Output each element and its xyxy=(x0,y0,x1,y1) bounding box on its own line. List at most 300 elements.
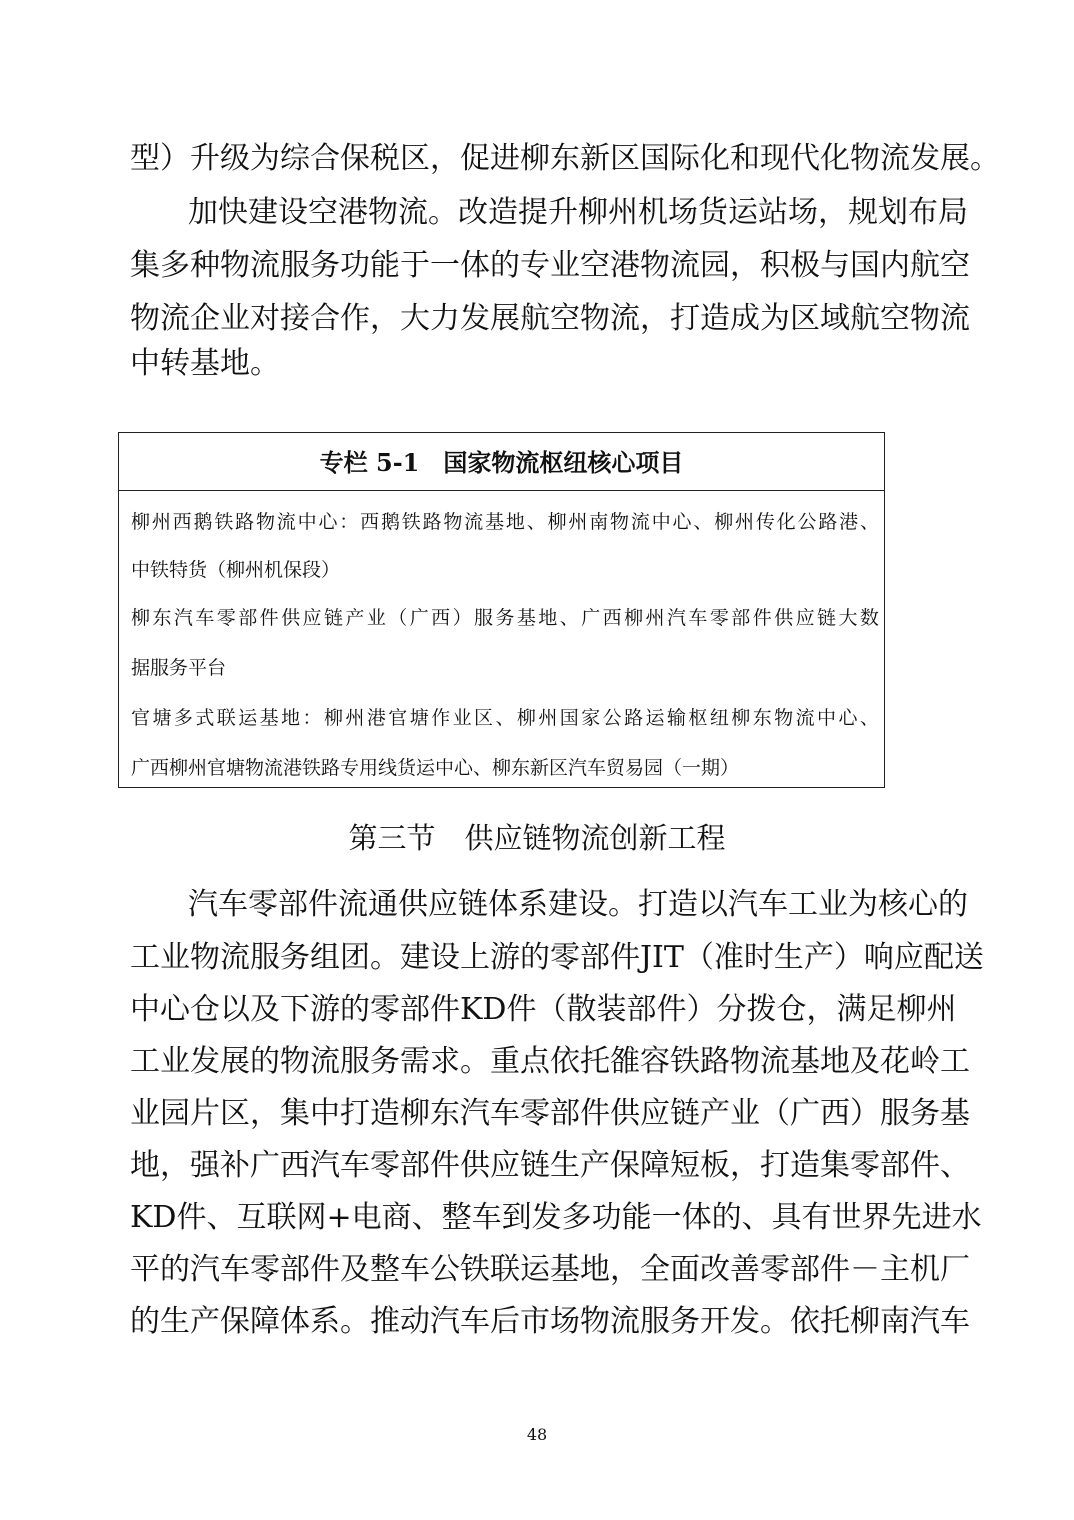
text-glyph: 车 xyxy=(940,1304,970,1339)
text-glyph: 加 xyxy=(188,195,218,230)
text-glyph: 应 xyxy=(428,887,458,922)
text-glyph: 规 xyxy=(848,195,878,230)
text-glyph: 链 xyxy=(323,607,343,629)
text-glyph: 基 xyxy=(550,1252,580,1287)
text-glyph: 业 xyxy=(818,887,848,922)
paragraph-line xyxy=(130,1304,970,1340)
text-glyph: 产 xyxy=(190,1304,220,1339)
text-glyph: 物 xyxy=(580,1304,610,1339)
text-glyph: 产 xyxy=(700,1096,730,1131)
paragraph-line xyxy=(130,992,957,1028)
text-glyph: 网 xyxy=(296,1200,327,1235)
text-glyph: 。 xyxy=(428,195,458,230)
text-glyph: 州 xyxy=(568,511,588,533)
text-glyph: 供 xyxy=(774,607,794,629)
text-glyph: 建 xyxy=(400,940,430,975)
text-glyph: 汽 xyxy=(910,1304,940,1339)
paragraph-line xyxy=(130,1044,970,1080)
text-glyph: 的 xyxy=(130,1304,160,1339)
text-glyph: 官 xyxy=(131,707,151,729)
text-glyph: KD xyxy=(130,1200,177,1235)
text-glyph: 车 xyxy=(340,1148,370,1183)
text-glyph: 运 xyxy=(238,707,258,729)
text-glyph: 设 xyxy=(430,940,460,975)
text-glyph: 大 xyxy=(400,301,430,336)
text-glyph: 功 xyxy=(591,1200,622,1235)
text-glyph: 平 xyxy=(130,1252,160,1287)
text-glyph: 枢 xyxy=(688,707,708,729)
text-glyph: 升 xyxy=(190,141,220,176)
text-glyph: 业 xyxy=(130,1096,160,1131)
text-glyph: 货 xyxy=(698,195,728,230)
text-glyph: 航 xyxy=(850,301,880,336)
text-glyph: 和 xyxy=(730,141,760,176)
text-glyph: 改 xyxy=(458,195,488,230)
text-glyph: 州 xyxy=(735,511,755,533)
text-glyph: 、 xyxy=(859,707,879,729)
text-glyph: 件 xyxy=(506,992,537,1027)
text-glyph: 区 xyxy=(474,707,494,729)
text-glyph: ） xyxy=(850,1096,880,1131)
text-glyph: 件 xyxy=(310,1252,340,1287)
text-glyph: 场 xyxy=(550,1304,580,1339)
text-glyph: 仓 xyxy=(190,992,220,1027)
text-glyph: 厂 xyxy=(940,1252,970,1287)
text-glyph: + xyxy=(326,1200,352,1235)
text-glyph: 供 xyxy=(610,1096,640,1131)
text-glyph: 务 xyxy=(310,248,340,283)
text-glyph: 零 xyxy=(850,1148,880,1183)
text-glyph: 园 xyxy=(160,1096,190,1131)
text-glyph: ） xyxy=(160,141,190,176)
text-glyph: 零 xyxy=(709,607,729,629)
text-glyph: 、 xyxy=(559,607,579,629)
text-glyph: 主 xyxy=(880,1252,910,1287)
text-glyph: 善 xyxy=(730,1252,760,1287)
text-glyph: 件 xyxy=(430,992,460,1027)
text-glyph: 车 xyxy=(688,607,708,629)
text-glyph: 心 xyxy=(160,992,190,1027)
text-glyph: 流 xyxy=(795,707,815,729)
text-glyph: （ xyxy=(536,992,567,1027)
text-glyph: 游 xyxy=(490,940,520,975)
text-glyph: 与 xyxy=(820,248,850,283)
text-glyph: 需 xyxy=(400,1044,430,1079)
text-glyph: 局 xyxy=(938,195,968,230)
text-glyph: ） xyxy=(452,607,472,629)
text-glyph: 体 xyxy=(488,887,518,922)
text-glyph: 部 xyxy=(626,992,657,1027)
text-glyph: 、 xyxy=(411,1200,442,1235)
text-glyph: 以 xyxy=(698,887,728,922)
text-glyph: JIT xyxy=(640,940,684,975)
text-glyph: 展 xyxy=(940,141,970,176)
text-glyph: 工 xyxy=(940,1044,970,1079)
text-glyph: 部 xyxy=(400,1148,430,1183)
text-glyph: 部 xyxy=(731,607,751,629)
text-glyph: 、 xyxy=(693,511,713,533)
text-glyph: 东 xyxy=(430,1096,460,1131)
text-glyph: 集 xyxy=(130,248,160,283)
text-glyph: 服 xyxy=(474,607,494,629)
text-glyph: 州 xyxy=(608,195,638,230)
text-glyph: 路 xyxy=(624,707,644,729)
text-glyph: 。 xyxy=(970,141,1000,176)
text-glyph: （ xyxy=(760,1096,790,1131)
text-glyph: 塘 xyxy=(152,707,172,729)
text-glyph: 物 xyxy=(730,1044,760,1079)
text-glyph: 仓 xyxy=(776,992,807,1027)
text-glyph: 生 xyxy=(160,1304,190,1339)
text-glyph: 生 xyxy=(550,1148,580,1183)
text-glyph: 。 xyxy=(608,887,638,922)
text-glyph: 通 xyxy=(368,887,398,922)
text-glyph: 部 xyxy=(880,1148,910,1183)
text-glyph: 车 xyxy=(400,1252,430,1287)
paragraph-line xyxy=(130,1252,970,1288)
text-glyph: 改 xyxy=(700,1252,730,1287)
text-glyph: 打 xyxy=(670,301,700,336)
text-glyph: 州 xyxy=(151,511,171,533)
text-glyph: ） xyxy=(686,992,717,1027)
text-glyph: 集 xyxy=(820,1148,850,1183)
text-glyph: 区 xyxy=(220,1096,250,1131)
text-glyph: 、 xyxy=(859,511,879,533)
text-glyph: 的 xyxy=(340,992,370,1027)
text-glyph: 汽 xyxy=(173,607,193,629)
text-glyph: 拨 xyxy=(746,992,777,1027)
text-glyph: 区 xyxy=(610,141,640,176)
text-glyph: 综 xyxy=(280,141,310,176)
text-glyph: 多 xyxy=(173,707,193,729)
text-glyph: 务 xyxy=(910,1096,940,1131)
text-glyph: 先 xyxy=(891,1200,922,1235)
text-glyph: 多 xyxy=(160,248,190,283)
text-glyph: 港 xyxy=(338,195,368,230)
text-glyph: 州 xyxy=(538,707,558,729)
text-glyph: 的 xyxy=(490,248,520,283)
text-glyph: 柳 xyxy=(131,511,151,533)
text-glyph: 零 xyxy=(370,992,400,1027)
column-box xyxy=(118,432,885,788)
text-glyph: 西 xyxy=(820,1096,850,1131)
text-glyph: 柳 xyxy=(896,992,927,1027)
text-glyph: 广 xyxy=(581,607,601,629)
text-glyph: 于 xyxy=(400,248,430,283)
text-glyph: 促 xyxy=(460,141,490,176)
text-glyph: 州 xyxy=(645,607,665,629)
text-glyph: 南 xyxy=(880,1304,910,1339)
text-glyph: 西 xyxy=(431,607,451,629)
paragraph-line xyxy=(130,1200,982,1236)
text-glyph: 划 xyxy=(878,195,908,230)
text-glyph: 物 xyxy=(850,141,880,176)
text-glyph: 电 xyxy=(351,1200,382,1235)
text-glyph: 空 xyxy=(940,248,970,283)
text-glyph: 发 xyxy=(730,1304,760,1339)
text-glyph: 式 xyxy=(195,707,215,729)
paragraph-line xyxy=(130,141,1000,177)
text-glyph: 进 xyxy=(490,141,520,176)
text-glyph: 功 xyxy=(340,248,370,283)
text-glyph: 际 xyxy=(670,141,700,176)
text-glyph: 路 xyxy=(235,511,255,533)
text-glyph: 流 xyxy=(880,141,910,176)
text-glyph: 车 xyxy=(218,887,248,922)
text-glyph: 及 xyxy=(340,1252,370,1287)
text-glyph: 基 xyxy=(259,707,279,729)
text-glyph: 国 xyxy=(640,141,670,176)
text-glyph: 求 xyxy=(430,1044,460,1079)
text-glyph: 物 xyxy=(910,301,940,336)
text-glyph: 极 xyxy=(790,248,820,283)
text-glyph: 运 xyxy=(520,1252,550,1287)
text-glyph: 进 xyxy=(921,1200,952,1235)
text-glyph: 力 xyxy=(430,301,460,336)
text-glyph: 汽 xyxy=(666,607,686,629)
text-glyph: 部 xyxy=(278,887,308,922)
text-glyph: 心 xyxy=(908,887,938,922)
text-glyph: 链 xyxy=(458,887,488,922)
text-glyph: KD xyxy=(460,992,507,1027)
text-glyph: 物 xyxy=(368,195,398,230)
text-glyph: 场 xyxy=(788,195,818,230)
text-glyph: 流 xyxy=(398,195,428,230)
text-glyph: 化 xyxy=(700,141,730,176)
text-glyph: 、 xyxy=(495,707,515,729)
text-glyph: 广 xyxy=(409,607,429,629)
text-glyph: 路 xyxy=(700,1044,730,1079)
text-glyph: 容 xyxy=(640,1044,670,1079)
paragraph-line: 中转基地。 xyxy=(130,346,280,381)
text-glyph: 国 xyxy=(850,248,880,283)
text-glyph: 件 xyxy=(820,1252,850,1287)
text-glyph: 地 xyxy=(505,511,525,533)
text-glyph: ， xyxy=(730,1148,760,1183)
text-glyph: 的 xyxy=(160,1252,190,1287)
text-glyph: 障 xyxy=(250,1304,280,1339)
text-glyph: 。 xyxy=(370,940,400,975)
text-glyph: 能 xyxy=(370,248,400,283)
text-glyph: 积 xyxy=(760,248,790,283)
text-glyph: 化 xyxy=(820,141,850,176)
text-glyph: 路 xyxy=(818,511,838,533)
text-glyph: 中 xyxy=(297,511,317,533)
text-glyph: 发 xyxy=(190,1044,220,1079)
text-glyph: 为 xyxy=(848,887,878,922)
text-glyph: 准 xyxy=(713,940,744,975)
text-glyph: 化 xyxy=(776,511,796,533)
text-glyph: 柳 xyxy=(714,511,734,533)
text-glyph: 快 xyxy=(218,195,248,230)
text-glyph: 州 xyxy=(345,707,365,729)
text-glyph: ， xyxy=(640,301,670,336)
text-glyph: ， xyxy=(818,195,848,230)
text-glyph: 满 xyxy=(836,992,867,1027)
text-glyph: 为 xyxy=(250,141,280,176)
text-glyph: 及 xyxy=(850,1044,880,1079)
text-glyph: 东 xyxy=(550,141,580,176)
text-glyph: 送 xyxy=(953,940,984,975)
text-glyph: 广 xyxy=(790,1096,820,1131)
text-glyph: 柳 xyxy=(131,607,151,629)
text-glyph: 车 xyxy=(471,1200,502,1235)
text-glyph: 联 xyxy=(490,1252,520,1287)
text-glyph: 件 xyxy=(610,940,640,975)
paragraph-line xyxy=(130,1148,970,1184)
paragraph-line xyxy=(188,195,968,231)
text-glyph: 片 xyxy=(190,1096,220,1131)
text-glyph: ， xyxy=(430,141,460,176)
text-glyph: 基 xyxy=(516,607,536,629)
text-glyph: 车 xyxy=(758,887,788,922)
text-glyph: 面 xyxy=(670,1252,700,1287)
text-glyph: 汽 xyxy=(310,1148,340,1183)
text-glyph: 区 xyxy=(790,301,820,336)
text-glyph: 商 xyxy=(381,1200,412,1235)
text-glyph: 依 xyxy=(790,1304,820,1339)
text-glyph: 件 xyxy=(259,607,279,629)
text-glyph: 产 xyxy=(580,1148,610,1183)
text-glyph: 工 xyxy=(130,940,160,975)
text-glyph: 车 xyxy=(490,1096,520,1131)
text-glyph: 件 xyxy=(752,607,772,629)
text-glyph: 业 xyxy=(550,248,580,283)
text-glyph: 空 xyxy=(880,301,910,336)
text-glyph: 强 xyxy=(190,1148,220,1183)
text-glyph: 零 xyxy=(760,1252,790,1287)
text-glyph: 域 xyxy=(820,301,850,336)
column-box-item-line xyxy=(131,509,879,535)
text-glyph: 物 xyxy=(255,511,275,533)
text-glyph: 雒 xyxy=(610,1044,640,1079)
text-glyph: 发 xyxy=(910,141,940,176)
text-glyph: 流 xyxy=(610,301,640,336)
text-glyph: 鹅 xyxy=(380,511,400,533)
text-glyph: 、 xyxy=(526,511,546,533)
text-glyph: 世 xyxy=(831,1200,862,1235)
text-glyph: 数 xyxy=(859,607,879,629)
text-glyph: 的 xyxy=(520,940,550,975)
text-glyph: 车 xyxy=(460,1304,490,1339)
text-glyph: 西 xyxy=(360,511,380,533)
text-glyph: 推 xyxy=(370,1304,400,1339)
text-glyph: 业 xyxy=(220,301,250,336)
text-glyph: 时 xyxy=(743,940,774,975)
text-glyph: 基 xyxy=(485,511,505,533)
text-glyph: 汽 xyxy=(728,887,758,922)
text-glyph: 柳 xyxy=(731,707,751,729)
text-glyph: ， xyxy=(610,1252,640,1287)
text-glyph: 具 xyxy=(771,1200,802,1235)
text-glyph: 鹅 xyxy=(193,511,213,533)
text-glyph: 地 xyxy=(281,707,301,729)
text-glyph: 流 xyxy=(276,511,296,533)
text-glyph: 塘 xyxy=(409,707,429,729)
text-glyph: 装 xyxy=(596,992,627,1027)
text-glyph: 件 xyxy=(308,887,338,922)
text-glyph: 内 xyxy=(880,248,910,283)
text-glyph: 公 xyxy=(430,1252,460,1287)
text-glyph: 、 xyxy=(206,1200,237,1235)
text-glyph: 部 xyxy=(790,1252,820,1287)
text-glyph: 核 xyxy=(878,887,908,922)
text-glyph: （ xyxy=(388,607,408,629)
text-glyph: 下 xyxy=(280,992,310,1027)
text-glyph: 以 xyxy=(220,992,250,1027)
text-glyph: 场 xyxy=(668,195,698,230)
text-glyph: 接 xyxy=(280,301,310,336)
text-glyph: 响 xyxy=(863,940,894,975)
text-glyph: 业 xyxy=(366,607,386,629)
text-glyph: 零 xyxy=(248,887,278,922)
text-glyph: ， xyxy=(806,992,837,1027)
text-glyph: 供 xyxy=(398,887,428,922)
text-glyph: 零 xyxy=(370,1148,400,1183)
text-glyph: 成 xyxy=(730,301,760,336)
text-glyph: 物 xyxy=(280,1044,310,1079)
text-glyph: 多 xyxy=(561,1200,592,1235)
text-glyph: 心 xyxy=(318,511,338,533)
text-glyph: 体 xyxy=(280,1304,310,1339)
text-glyph: 应 xyxy=(795,607,815,629)
text-glyph: 流 xyxy=(670,248,700,283)
text-glyph: 发 xyxy=(460,301,490,336)
text-glyph: 西 xyxy=(602,607,622,629)
text-glyph: 家 xyxy=(581,707,601,729)
text-glyph: 国 xyxy=(559,707,579,729)
text-glyph: 造 xyxy=(790,1148,820,1183)
text-glyph: 一 xyxy=(651,1200,682,1235)
text-glyph: 配 xyxy=(923,940,954,975)
text-glyph: 应 xyxy=(490,1148,520,1183)
text-glyph: 水 xyxy=(951,1200,982,1235)
text-glyph: 物 xyxy=(220,248,250,283)
text-glyph: 打 xyxy=(638,887,668,922)
text-glyph: 件 xyxy=(580,1096,610,1131)
text-glyph: 互 xyxy=(236,1200,267,1235)
text-glyph: 物 xyxy=(580,301,610,336)
text-glyph: 花 xyxy=(880,1044,910,1079)
text-glyph: 供 xyxy=(281,607,301,629)
text-glyph: 应 xyxy=(893,940,924,975)
text-glyph: 件 xyxy=(176,1200,207,1235)
text-glyph: 公 xyxy=(797,511,817,533)
text-glyph: 依 xyxy=(550,1044,580,1079)
text-glyph: 物 xyxy=(774,707,794,729)
text-glyph: （ xyxy=(683,940,714,975)
text-glyph: 零 xyxy=(250,1252,280,1287)
text-glyph: 物 xyxy=(443,511,463,533)
text-glyph: 保 xyxy=(610,1148,640,1183)
column-box-item-line: 中铁特货（柳州机保段） xyxy=(131,559,341,581)
text-glyph: 柳 xyxy=(520,141,550,176)
text-glyph: 心 xyxy=(672,511,692,533)
paragraph-line xyxy=(130,1096,970,1132)
text-glyph: 南 xyxy=(589,511,609,533)
text-glyph: 流 xyxy=(464,511,484,533)
column-box-title: 专栏 5-1 国家物流枢纽核心项目 xyxy=(319,448,684,477)
text-glyph: 代 xyxy=(790,141,820,176)
text-glyph: 车 xyxy=(220,1252,250,1287)
text-glyph: 零 xyxy=(550,940,580,975)
text-glyph: 工 xyxy=(788,887,818,922)
text-glyph: 打 xyxy=(760,1148,790,1183)
text-glyph: 产 xyxy=(803,940,834,975)
section-title: 第三节 供应链物流创新工程 xyxy=(348,821,726,855)
text-glyph: 补 xyxy=(220,1148,250,1183)
text-glyph: 的 xyxy=(938,887,968,922)
